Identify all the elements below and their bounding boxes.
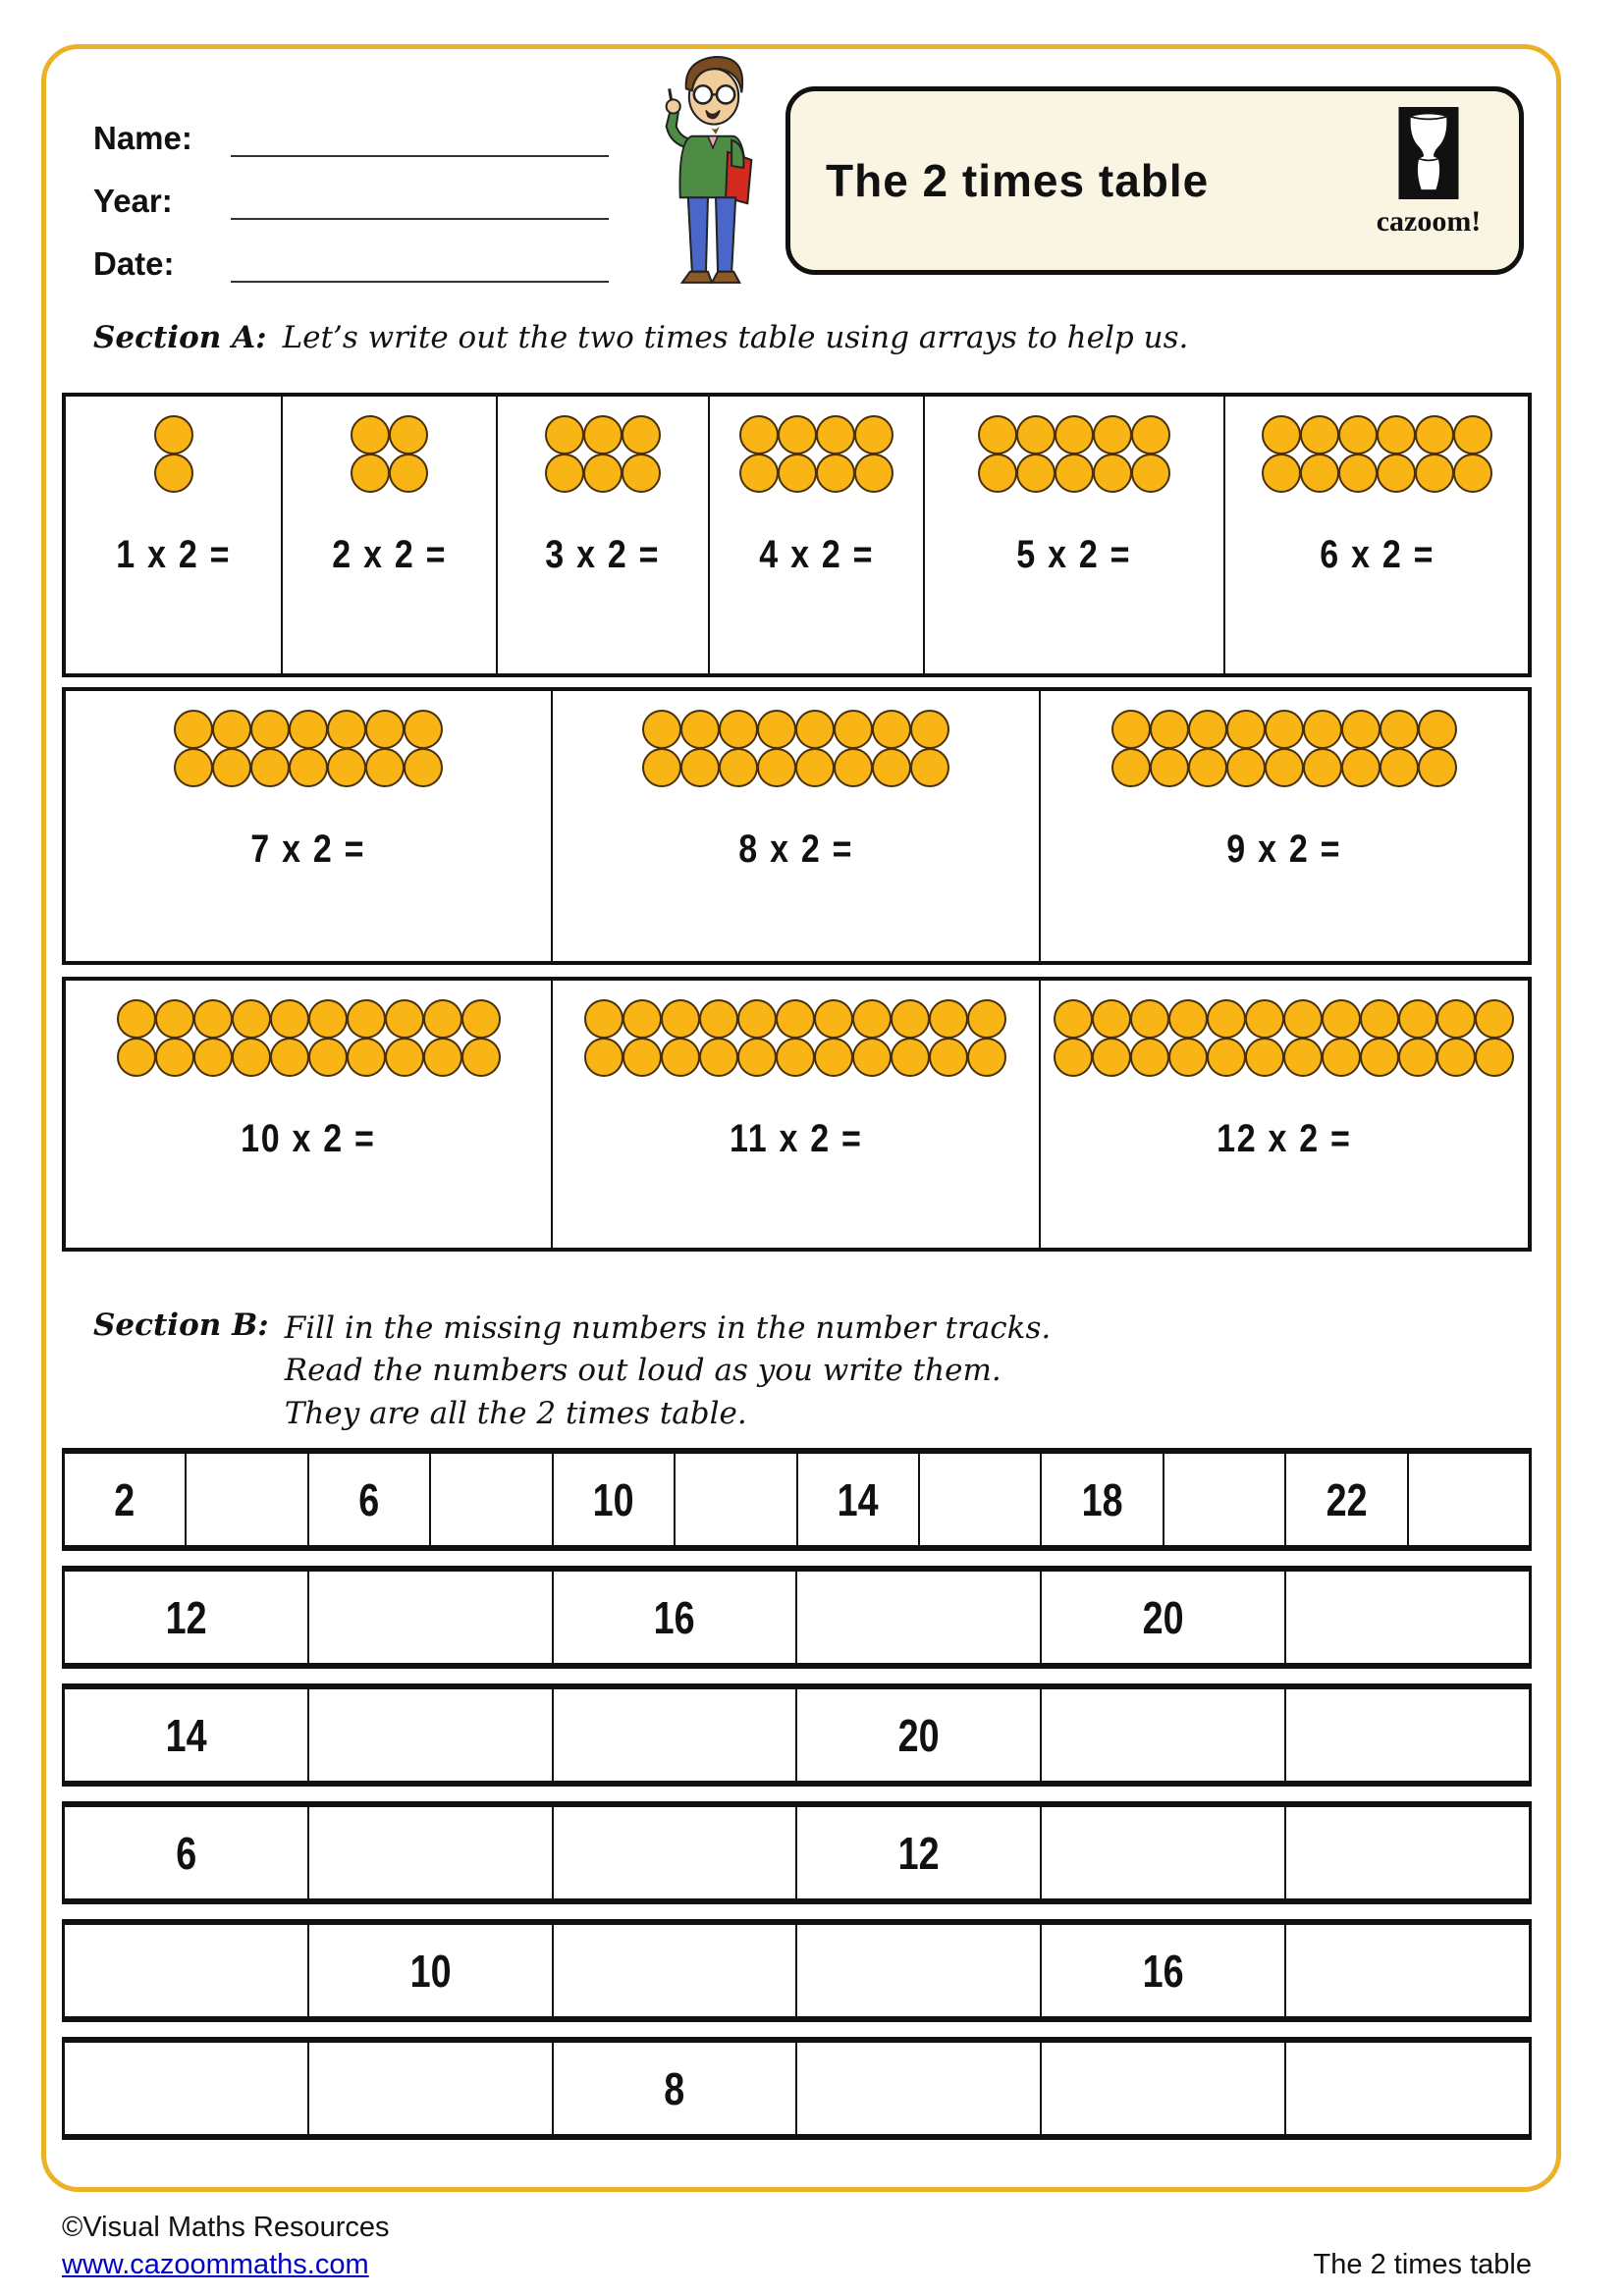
- dot-array: [977, 414, 1171, 494]
- array-cell-4x2[interactable]: [710, 397, 925, 673]
- track-cell-empty[interactable]: [1286, 1572, 1529, 1663]
- dot-array: [350, 414, 429, 494]
- track-number: 2: [114, 1473, 135, 1525]
- track-number: 10: [409, 1945, 452, 1997]
- number-track-1: [62, 1448, 1532, 1551]
- multiplication-label: 1 x 2 =: [116, 533, 231, 576]
- number-track-4: [62, 1801, 1532, 1904]
- section-b-heading: [93, 1308, 1051, 1435]
- array-cell-1x2[interactable]: [66, 397, 283, 673]
- track-cell-filled: [65, 1807, 309, 1898]
- dot-array: [583, 998, 1007, 1078]
- track-cell-empty[interactable]: [1164, 1454, 1286, 1545]
- multiplication-label: 5 x 2 =: [1016, 533, 1132, 576]
- track-cell-empty[interactable]: [920, 1454, 1042, 1545]
- multiplication-label: 7 x 2 =: [250, 828, 366, 871]
- section-b-instruction-line: Read the numbers out loud as you write them.: [284, 1353, 1001, 1389]
- track-cell-filled: [1042, 1925, 1286, 2016]
- multiplication-label: 3 x 2 =: [545, 533, 661, 576]
- track-number: 20: [897, 1709, 940, 1761]
- track-cell-filled: [797, 1689, 1042, 1781]
- multiplication-label: 6 x 2 =: [1319, 533, 1435, 576]
- multiplication-label: 10 x 2 =: [241, 1117, 376, 1160]
- year-field-row: [93, 157, 609, 220]
- track-cell-empty[interactable]: [65, 2043, 309, 2134]
- track-cell-empty[interactable]: [309, 1689, 554, 1781]
- track-number: 18: [1081, 1473, 1123, 1525]
- track-cell-filled: [65, 1689, 309, 1781]
- track-cell-empty[interactable]: [65, 1925, 309, 2016]
- worksheet-title-box: [785, 86, 1524, 275]
- array-row-1: [62, 393, 1532, 677]
- track-cell-empty[interactable]: [1286, 1689, 1529, 1781]
- track-cell-filled: [309, 1925, 554, 2016]
- track-number: 12: [897, 1827, 940, 1879]
- track-number: 20: [1142, 1591, 1184, 1643]
- array-cell-5x2[interactable]: [925, 397, 1226, 673]
- track-number: 10: [592, 1473, 634, 1525]
- number-track-2: [62, 1566, 1532, 1669]
- array-cell-8x2[interactable]: [553, 691, 1040, 961]
- array-cell-12x2[interactable]: [1041, 981, 1528, 1248]
- track-number: 16: [1142, 1945, 1184, 1997]
- array-cell-2x2[interactable]: [283, 397, 498, 673]
- number-tracks: [62, 1448, 1532, 2155]
- track-cell-empty[interactable]: [309, 2043, 554, 2134]
- multiplication-label: 4 x 2 =: [758, 533, 874, 576]
- track-cell-empty[interactable]: [676, 1454, 797, 1545]
- array-row-3: [62, 977, 1532, 1252]
- teacher-cartoon-icon: [636, 49, 785, 296]
- cazoom-drum-icon: [1398, 107, 1459, 199]
- track-cell-empty[interactable]: [1042, 1689, 1286, 1781]
- section-b-instruction-line: They are all the 2 times table.: [284, 1395, 747, 1431]
- number-track-3: [62, 1683, 1532, 1787]
- track-cell-empty[interactable]: [187, 1454, 308, 1545]
- track-cell-empty[interactable]: [1286, 2043, 1529, 2134]
- header-fields: [93, 94, 609, 283]
- track-cell-filled: [798, 1454, 920, 1545]
- section-b-instructions: [285, 1308, 1051, 1435]
- array-cell-10x2[interactable]: [66, 981, 553, 1248]
- track-cell-empty[interactable]: [797, 2043, 1042, 2134]
- name-field-label: Name:: [93, 120, 192, 156]
- footer-page-label: The 2 times table: [1313, 2249, 1532, 2280]
- track-cell-filled: [1042, 1454, 1164, 1545]
- year-field-label: Year:: [93, 183, 173, 219]
- track-cell-filled: [1042, 1572, 1286, 1663]
- track-cell-empty[interactable]: [554, 1925, 798, 2016]
- array-cell-11x2[interactable]: [553, 981, 1040, 1248]
- dot-array: [1053, 998, 1515, 1078]
- track-cell-filled: [65, 1454, 187, 1545]
- track-cell-filled: [797, 1807, 1042, 1898]
- track-cell-empty[interactable]: [1286, 1807, 1529, 1898]
- array-cell-9x2[interactable]: [1041, 691, 1528, 961]
- track-cell-empty[interactable]: [309, 1572, 554, 1663]
- dot-array: [738, 414, 894, 494]
- page-title: The 2 times table: [826, 155, 1210, 206]
- date-field-row: [93, 220, 609, 283]
- track-cell-empty[interactable]: [1042, 2043, 1286, 2134]
- footer-website-link[interactable]: www.cazoommaths.com: [62, 2249, 369, 2280]
- track-cell-filled: [554, 2043, 798, 2134]
- array-row-2: [62, 687, 1532, 965]
- track-cell-empty[interactable]: [309, 1807, 554, 1898]
- track-cell-empty[interactable]: [554, 1807, 798, 1898]
- track-number: 6: [358, 1473, 380, 1525]
- track-cell-empty[interactable]: [797, 1925, 1042, 2016]
- dot-array: [641, 709, 950, 788]
- multiplication-label: 11 x 2 =: [729, 1117, 863, 1160]
- section-a-heading: [93, 320, 1188, 355]
- number-track-6: [62, 2037, 1532, 2140]
- year-write-line[interactable]: [231, 173, 609, 220]
- track-number: 14: [165, 1709, 207, 1761]
- array-cell-3x2[interactable]: [498, 397, 710, 673]
- track-cell-empty[interactable]: [1042, 1807, 1286, 1898]
- section-a-instruction: Let’s write out the two times table using arrays to help us.: [282, 320, 1189, 355]
- dot-array: [116, 998, 502, 1078]
- track-number: 16: [654, 1591, 696, 1643]
- date-write-line[interactable]: [231, 236, 609, 283]
- array-cell-6x2[interactable]: [1225, 397, 1528, 673]
- track-cell-filled: [554, 1454, 676, 1545]
- track-number: 8: [664, 2062, 685, 2114]
- track-cell-filled: [309, 1454, 431, 1545]
- dot-array: [1261, 414, 1493, 494]
- track-cell-filled: [554, 1572, 798, 1663]
- dot-array: [1110, 709, 1458, 788]
- name-write-line[interactable]: [231, 110, 609, 157]
- dot-array: [544, 414, 662, 494]
- track-cell-filled: [1286, 1454, 1408, 1545]
- section-b-label: Section B:: [93, 1308, 269, 1343]
- track-cell-empty[interactable]: [797, 1572, 1042, 1663]
- track-number: 6: [175, 1827, 196, 1879]
- cazoom-logo-word: cazoom!: [1376, 205, 1482, 238]
- teacher-cartoon-illustration: [636, 49, 785, 296]
- track-cell-empty[interactable]: [1286, 1925, 1529, 2016]
- date-field-label: Date:: [93, 245, 175, 282]
- track-cell-filled: [65, 1572, 309, 1663]
- track-cell-empty[interactable]: [431, 1454, 553, 1545]
- array-cell-7x2[interactable]: [66, 691, 553, 961]
- cazoom-logo: [1360, 107, 1497, 239]
- section-b-instruction-line: Fill in the missing numbers in the number tracks.: [284, 1310, 1052, 1346]
- dot-array: [153, 414, 194, 494]
- multiplication-label: 12 x 2 =: [1217, 1117, 1352, 1160]
- multiplication-label: 2 x 2 =: [332, 533, 447, 576]
- track-number: 12: [165, 1591, 207, 1643]
- footer-copyright: ©Visual Maths Resources: [62, 2212, 390, 2243]
- multiplication-label: 8 x 2 =: [738, 828, 853, 871]
- multiplication-label: 9 x 2 =: [1226, 828, 1342, 871]
- number-track-5: [62, 1919, 1532, 2022]
- section-a-label: Section A:: [93, 320, 267, 355]
- track-number: 22: [1326, 1473, 1368, 1525]
- name-field-row: [93, 94, 609, 157]
- track-number: 14: [837, 1473, 879, 1525]
- dot-array: [173, 709, 444, 788]
- track-cell-empty[interactable]: [554, 1689, 798, 1781]
- track-cell-empty[interactable]: [1409, 1454, 1529, 1545]
